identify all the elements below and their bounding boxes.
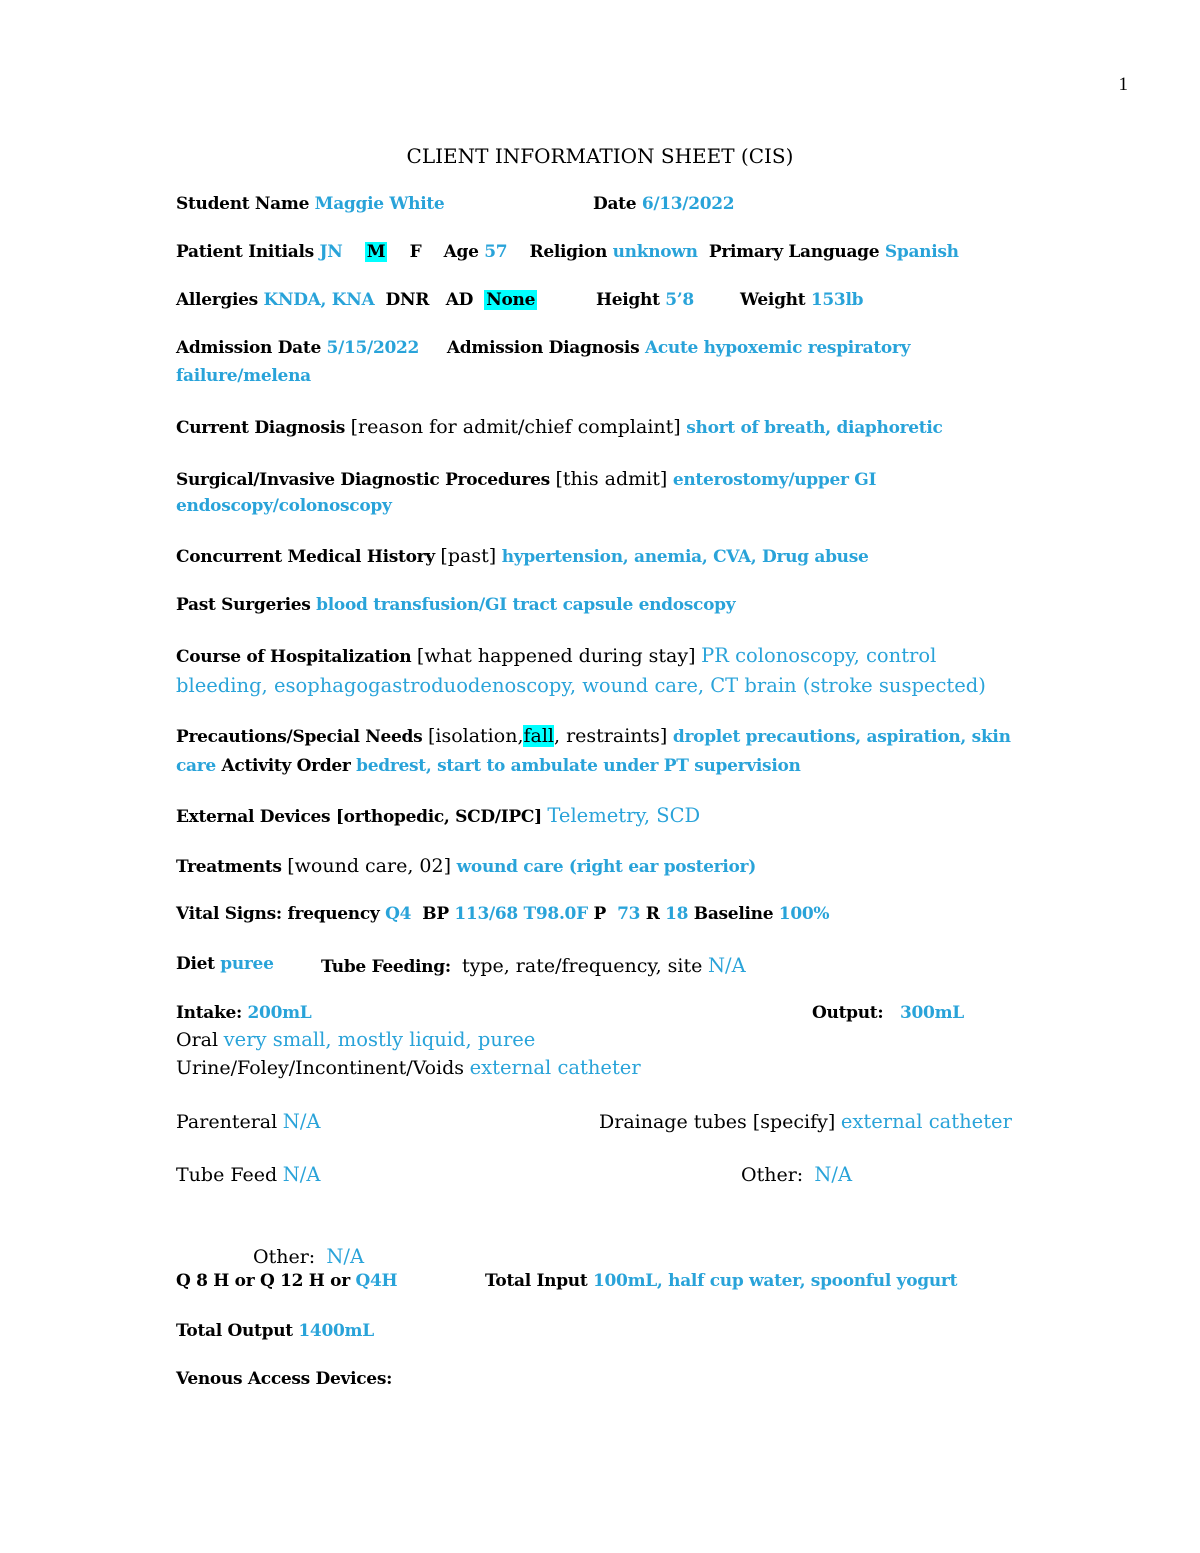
procedures-value-2: endoscopy/colonoscopy	[176, 496, 392, 516]
patient-row	[176, 242, 959, 262]
religion-label: Religion	[529, 242, 608, 262]
other-row-2	[253, 1245, 364, 1268]
medical-history-hint: [past]	[440, 545, 497, 567]
student-name-value: Maggie White	[314, 194, 445, 214]
current-diagnosis-hint: [reason for admit/chief complaint]	[350, 416, 681, 438]
temp-value: T98.0F	[523, 904, 588, 924]
other-label: Other:	[741, 1164, 804, 1186]
course-row	[176, 644, 936, 667]
sex-f: F	[409, 242, 422, 262]
procedures-hint: [this admit]	[555, 468, 668, 490]
course-row-2	[176, 674, 986, 697]
intake-value: 200mL	[247, 1003, 312, 1023]
age-label: Age	[443, 242, 479, 262]
intake-row	[176, 1003, 311, 1023]
precautions-row-2	[176, 756, 801, 776]
total-output-value: 1400mL	[298, 1321, 374, 1341]
height-label: Height	[596, 290, 660, 310]
medical-history-row	[176, 545, 869, 567]
date-value: 6/13/2022	[641, 194, 735, 214]
urine-value: external catheter	[469, 1056, 641, 1079]
oral-row	[176, 1028, 535, 1051]
course-value: PR colonoscopy, control	[701, 644, 937, 667]
other-label-2: Other:	[253, 1246, 316, 1268]
admission-diagnosis-value-2: failure/melena	[176, 366, 311, 386]
tube-feed-value: N/A	[282, 1163, 321, 1186]
bp-value: 113/68	[454, 904, 518, 924]
tube-feeding-value: N/A	[707, 954, 746, 977]
diet-row	[176, 954, 274, 974]
page-number: 1	[1118, 74, 1128, 95]
procedures-label: Surgical/Invasive Diagnostic Procedures	[176, 470, 550, 490]
diet-value: puree	[220, 954, 274, 974]
admission-diagnosis-value: Acute hypoxemic respiratory	[644, 338, 911, 358]
admission-date-label: Admission Date	[176, 338, 321, 358]
total-output-row	[176, 1321, 374, 1341]
weight-label: Weight	[740, 290, 806, 310]
language-value: Spanish	[884, 242, 959, 262]
diet-label: Diet	[176, 954, 215, 974]
total-input-label: Total Input	[485, 1271, 588, 1291]
frequency-value: Q4H	[355, 1271, 398, 1291]
tube-feeding-label: Tube Feeding:	[321, 957, 451, 977]
tube-feed-row	[176, 1163, 320, 1186]
vital-signs-label: Vital Signs: frequency	[176, 904, 380, 924]
admission-row	[176, 338, 910, 358]
frequency-row	[176, 1271, 397, 1291]
total-input-value: 100mL, half cup water, spoonful yogurt	[592, 1271, 958, 1291]
past-surgeries-label: Past Surgeries	[176, 595, 311, 615]
venous-access-label: Venous Access Devices:	[176, 1369, 393, 1389]
oral-label: Oral	[176, 1029, 219, 1051]
external-devices-value: Telemetry, SCD	[547, 804, 701, 827]
current-diagnosis-label: Current Diagnosis	[176, 418, 346, 438]
treatments-label: Treatments	[176, 857, 282, 877]
date-row	[593, 194, 734, 214]
baseline-value: 100%	[778, 904, 830, 924]
intake-label: Intake:	[176, 1003, 242, 1023]
student-row	[176, 194, 444, 214]
tube-feed-label: Tube Feed	[176, 1164, 278, 1186]
past-surgeries-row	[176, 595, 735, 615]
allergies-value: KNDA, KNA	[263, 290, 375, 310]
pulse-value: 73	[617, 904, 641, 924]
resp-label: R	[645, 904, 660, 924]
vital-frequency-value: Q4	[385, 904, 412, 924]
parenteral-label: Parenteral	[176, 1111, 278, 1133]
precautions-row	[176, 725, 1011, 747]
drainage-row	[599, 1110, 1012, 1133]
course-value-2: bleeding, esophagogastroduodenoscopy, wound care, CT brain (stroke suspected)	[176, 674, 986, 697]
initials-label: Patient Initials	[176, 242, 314, 262]
activity-order-label: Activity Order	[221, 756, 351, 776]
venous-access-row	[176, 1369, 392, 1389]
output-value: 300mL	[900, 1003, 964, 1023]
activity-order-value: bedrest, start to ambulate under PT supervision	[356, 756, 801, 776]
parenteral-row	[176, 1110, 321, 1133]
precautions-value: droplet precautions, aspiration, skin	[672, 727, 1011, 747]
total-input-row	[485, 1271, 957, 1291]
student-name-label: Student Name	[176, 194, 310, 214]
initials-value: JN	[319, 242, 343, 262]
weight-value: 153lb	[810, 290, 864, 310]
ad-value: None	[486, 290, 536, 310]
pulse-label: P	[593, 904, 606, 924]
height-weight	[596, 290, 694, 310]
other-value: N/A	[814, 1163, 853, 1186]
precautions-hint: [isolation,	[427, 725, 524, 747]
height-value: 5’8	[665, 290, 694, 310]
tube-feeding-hint: type, rate/frequency, site	[461, 955, 703, 977]
page-title: CLIENT INFORMATION SHEET (CIS)	[406, 144, 794, 168]
medical-history-label: Concurrent Medical History	[176, 547, 435, 567]
oral-value: very small, mostly liquid, puree	[223, 1028, 536, 1051]
other-row	[741, 1163, 852, 1186]
current-diagnosis-value: short of breath, diaphoretic	[686, 418, 943, 438]
baseline-label: Baseline	[693, 904, 774, 924]
frequency-label: Q 8 H or Q 12 H or	[176, 1271, 350, 1291]
bp-label: BP	[422, 904, 449, 924]
language-label: Primary Language	[708, 242, 880, 262]
urine-label: Urine/Foley/Incontinent/Voids	[176, 1057, 465, 1079]
treatments-row	[176, 855, 756, 877]
admission-row-2	[176, 366, 311, 386]
precautions-hint-2: , restraints]	[554, 725, 668, 747]
admission-diagnosis-label: Admission Diagnosis	[446, 338, 640, 358]
precautions-value-2: care	[176, 756, 216, 776]
weight	[740, 290, 863, 310]
urine-row	[176, 1056, 641, 1079]
other-value-2: N/A	[326, 1245, 365, 1268]
parenteral-value: N/A	[282, 1110, 321, 1133]
output-row	[812, 1003, 964, 1023]
procedures-value: enterostomy/upper GI	[672, 470, 877, 490]
drainage-label: Drainage tubes [specify]	[599, 1111, 836, 1133]
drainage-value: external catheter	[840, 1110, 1012, 1133]
past-surgeries-value: blood transfusion/GI tract capsule endoscopy	[316, 595, 736, 615]
current-diagnosis-row	[176, 416, 943, 438]
allergies-row	[176, 290, 537, 310]
admission-date-value: 5/15/2022	[326, 338, 420, 358]
tube-feeding-row	[321, 954, 746, 977]
allergies-label: Allergies	[176, 290, 258, 310]
external-devices-row	[176, 804, 700, 827]
age-value: 57	[484, 242, 508, 262]
procedures-row	[176, 468, 876, 490]
course-hint: [what happened during stay]	[416, 645, 696, 667]
sex-m: M	[366, 242, 386, 262]
treatments-value: wound care (right ear posterior)	[456, 857, 756, 877]
procedures-row-2	[176, 496, 392, 516]
precautions-fall: fall	[523, 725, 554, 747]
medical-history-value: hypertension, anemia, CVA, Drug abuse	[501, 547, 869, 567]
dnr-label: DNR	[385, 290, 430, 310]
resp-value: 18	[665, 904, 689, 924]
total-output-label: Total Output	[176, 1321, 293, 1341]
vital-signs-row	[176, 904, 829, 924]
output-label: Output:	[812, 1003, 884, 1023]
date-label: Date	[593, 194, 637, 214]
religion-value: unknown	[612, 242, 698, 262]
ad-label: AD	[445, 290, 474, 310]
precautions-label: Precautions/Special Needs	[176, 727, 423, 747]
external-devices-label: External Devices [orthopedic, SCD/IPC]	[176, 807, 542, 827]
course-label: Course of Hospitalization	[176, 647, 412, 667]
treatments-hint: [wound care, 02]	[287, 855, 451, 877]
